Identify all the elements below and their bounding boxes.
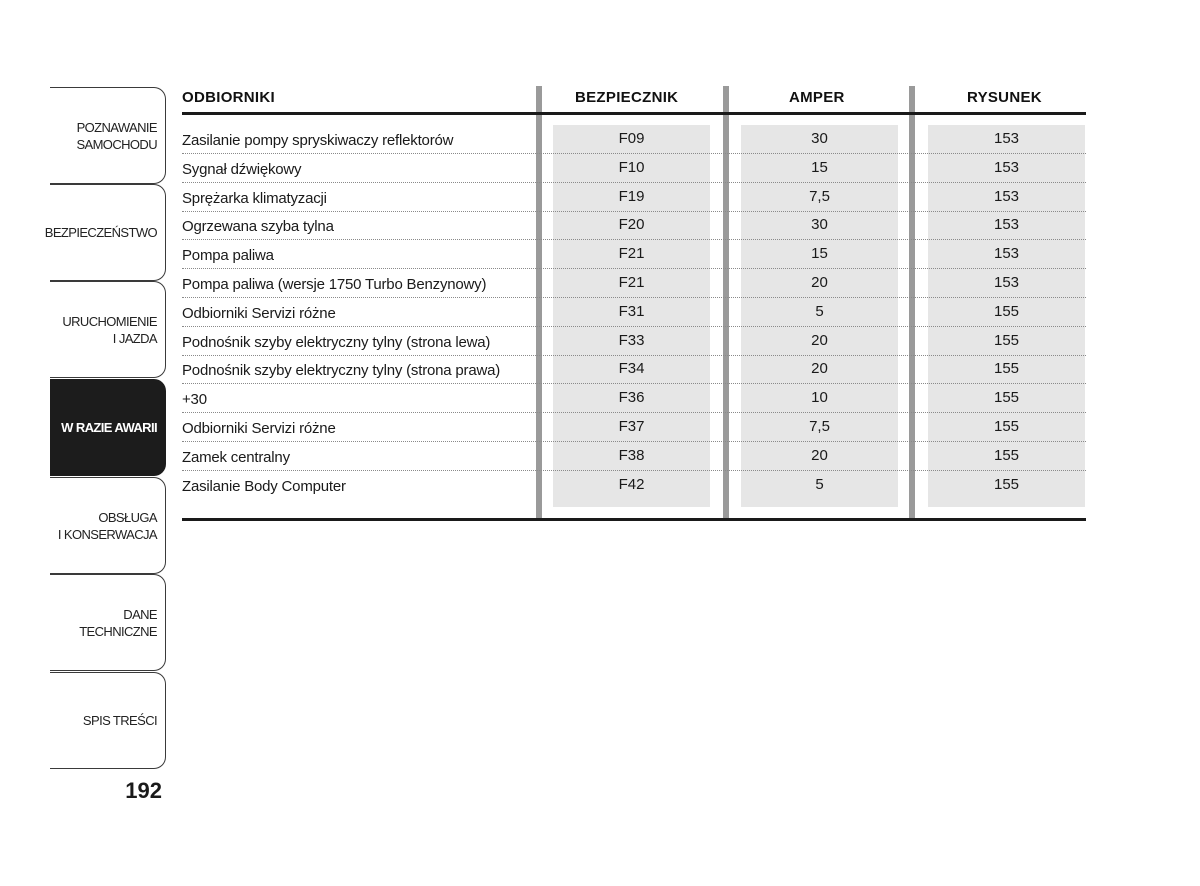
ampere-cell: 20	[811, 446, 828, 464]
fuse-cell: F09	[618, 130, 645, 147]
fuse-cell: F31	[618, 302, 645, 320]
table-row	[182, 327, 1086, 356]
table-row	[182, 471, 1086, 500]
fuse-cell: F38	[618, 446, 645, 464]
receiver-cell: Podnośnik szyby elektryczny tylny (strona prawa)	[182, 362, 501, 380]
figure-cell: 155	[993, 446, 1020, 464]
ampere-cell: 7,5	[809, 418, 830, 435]
tab-uruchomienie-i-jazda[interactable]: URUCHOMIENIE I JAZDA	[50, 281, 166, 378]
table-row	[182, 183, 1086, 212]
receiver-cell: Ogrzewana szyba tylna	[182, 218, 334, 236]
fuse-cell: F10	[618, 158, 645, 176]
receiver-cell: Zamek centralny	[182, 448, 290, 466]
table-row	[182, 413, 1086, 442]
fuse-cell: F21	[618, 274, 645, 291]
receiver-cell: Podnośnik szyby elektryczny tylny (strona lewa)	[182, 333, 491, 351]
header-rule	[182, 112, 1086, 115]
table-row	[182, 211, 1086, 240]
ampere-cell: 5	[815, 302, 824, 320]
fuse-cell: F36	[618, 389, 645, 407]
tab-bezpieczenstwo[interactable]: BEZPIECZEŃSTWO	[50, 184, 166, 281]
ampere-cell: 30	[811, 216, 828, 234]
table-row	[182, 125, 1086, 154]
table-row	[182, 240, 1086, 269]
figure-cell: 155	[993, 475, 1020, 493]
ampere-cell: 20	[811, 360, 828, 378]
fuse-cell: F37	[618, 418, 645, 435]
figure-cell: 155	[993, 418, 1020, 435]
fuse-cell: F21	[618, 245, 645, 263]
ampere-cell: 5	[815, 475, 824, 493]
ampere-cell: 15	[811, 245, 828, 263]
chapter-tabs	[44, 87, 166, 771]
figure-cell: 155	[993, 389, 1020, 407]
figure-cell: 155	[993, 302, 1020, 320]
receiver-cell: Pompa paliwa (wersje 1750 Turbo Benzynowy)	[182, 276, 487, 293]
ampere-cell: 30	[811, 130, 828, 147]
figure-cell: 153	[993, 158, 1020, 176]
fuse-cell: F20	[618, 216, 645, 234]
tab-obsluga-i-konserwacja[interactable]: OBSŁUGA I KONSERWACJA	[50, 477, 166, 574]
table-row	[182, 384, 1086, 413]
header-ampere: AMPER	[789, 89, 845, 106]
page-number: 192	[125, 778, 162, 803]
ampere-cell: 7,5	[809, 187, 830, 205]
bottom-rule	[182, 518, 1086, 521]
fuse-cell: F34	[618, 360, 645, 378]
receiver-cell: Odbiorniki Servizi różne	[182, 304, 336, 322]
table-row	[182, 298, 1086, 327]
fuse-cell: F33	[618, 331, 645, 349]
receiver-cell: Odbiorniki Servizi różne	[182, 420, 336, 437]
figure-cell: 155	[993, 331, 1020, 349]
figure-cell: 155	[993, 360, 1020, 378]
figure-cell: 153	[993, 245, 1020, 263]
ampere-cell: 10	[811, 389, 828, 407]
tab-poznawanie-samochodu[interactable]: POZNAWANIE SAMOCHODU	[50, 87, 166, 184]
figure-cell: 153	[993, 274, 1020, 291]
table-row	[182, 154, 1086, 183]
header-fuse: BEZPIECZNIK	[575, 89, 679, 106]
fuse-cell: F42	[618, 475, 645, 493]
fuse-cell: F19	[618, 187, 645, 205]
table-row	[182, 269, 1086, 298]
ampere-cell: 20	[811, 274, 828, 291]
figure-cell: 153	[993, 130, 1020, 147]
receiver-cell: +30	[182, 391, 207, 409]
figure-cell: 153	[993, 187, 1020, 205]
receiver-cell: Pompa paliwa	[182, 247, 274, 265]
tab-dane-techniczne[interactable]: DANE TECHNICZNE	[50, 574, 166, 671]
tab-w-razie-awarii[interactable]: W RAZIE AWARII	[50, 379, 166, 476]
table-row	[182, 355, 1086, 384]
fuse-table	[182, 86, 1086, 522]
ampere-cell: 15	[811, 158, 828, 176]
table-header	[182, 86, 1086, 112]
tab-spis-tresci[interactable]: SPIS TREŚCI	[50, 672, 166, 769]
figure-cell: 153	[993, 216, 1020, 234]
receiver-cell: Sygnał dźwiękowy	[182, 160, 302, 178]
ampere-cell: 20	[811, 331, 828, 349]
receiver-cell: Zasilanie Body Computer	[182, 477, 346, 495]
receiver-cell: Zasilanie pompy spryskiwaczy reflektorów	[182, 132, 454, 149]
header-figure: RYSUNEK	[967, 89, 1042, 106]
header-receivers: ODBIORNIKI	[182, 89, 275, 106]
table-row	[182, 442, 1086, 471]
receiver-cell: Sprężarka klimatyzacji	[182, 189, 327, 207]
